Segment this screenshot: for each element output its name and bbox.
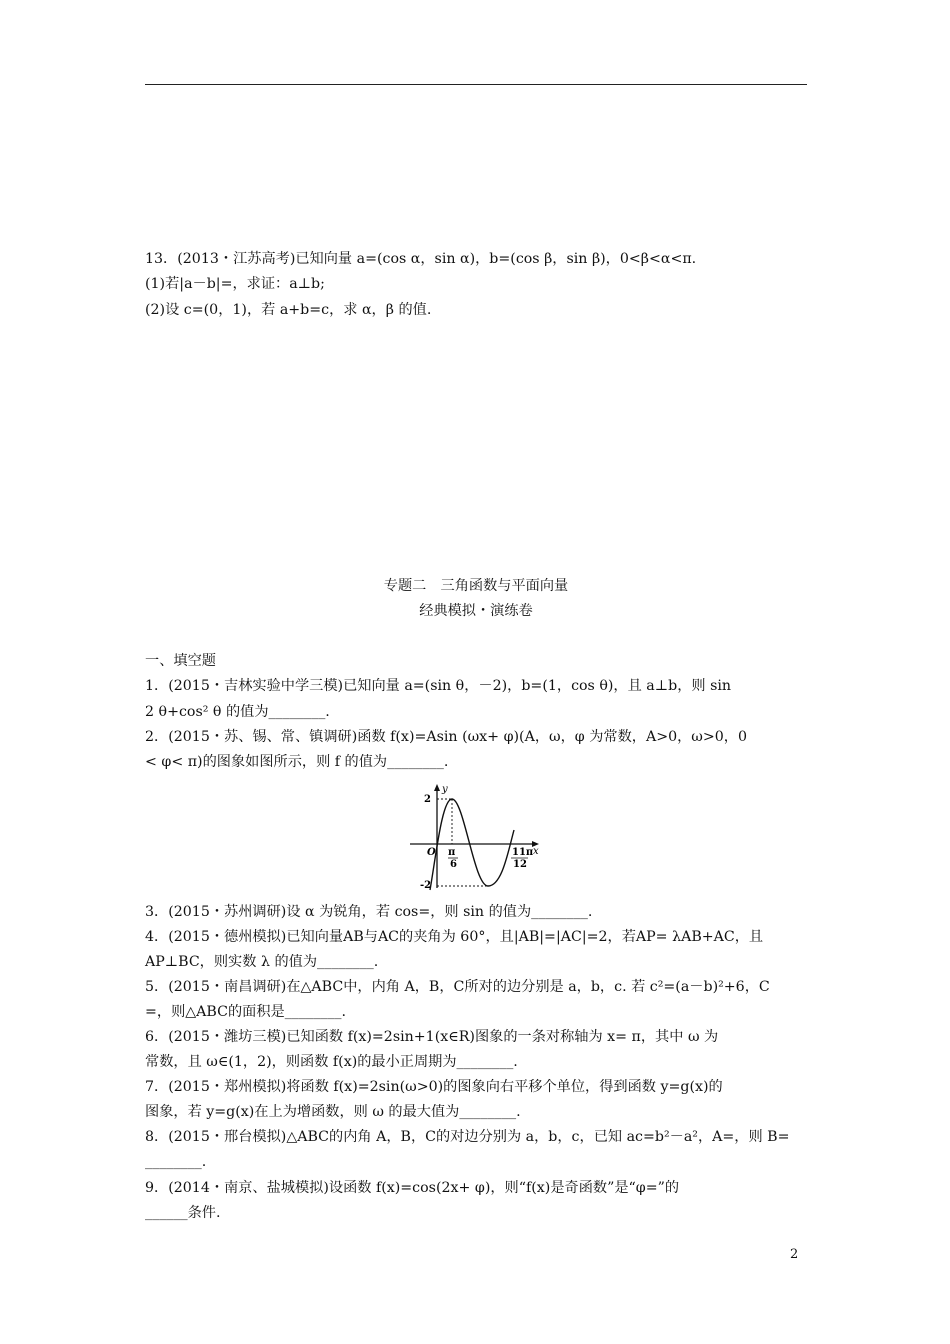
question-line: 2 θ+cos² θ 的值为________.: [145, 704, 330, 720]
question-line: 8．(2015・邢台模拟)△ABC的内角 A，B，C的对边分别为 a，b，c，已知 ac=b²－a²，A=，则 B=: [145, 1129, 790, 1145]
question-line: 常数，且 ω∈(1，2)，则函数 f(x)的最小正周期为________.: [145, 1054, 518, 1070]
section-title: 专题二 三角函数与平面向量: [383, 578, 569, 594]
section-subtitle: 经典模拟・演练卷: [419, 603, 533, 619]
tick-pi-6-numerator: π: [448, 847, 456, 858]
header-rule: [145, 84, 807, 85]
question-line: 9．(2014・南京、盐城模拟)设函数 f(x)=cos(2x+ φ)，则“f(x)是奇函数”是“φ=”的: [145, 1180, 680, 1196]
question-line: 5．(2015・南昌调研)在△ABC中，内角 A，B，C所对的边分别是 a，b，c. 若 c²=(a－b)²+6，C: [145, 979, 770, 995]
question-line: =，则△ABC的面积是________.: [145, 1004, 346, 1020]
x-axis-label: x: [533, 846, 539, 857]
problem-13-line-3: (2)设 c=(0，1)，若 a+b=c，求 α，β 的值.: [145, 302, 432, 318]
y-axis-arrow: [434, 784, 440, 791]
y-min-label: -2: [420, 880, 432, 891]
tick-11pi-12-numerator: 11π: [512, 847, 534, 858]
problem-13-line-2: (1)若|a－b|=，求证：a⊥b;: [145, 276, 325, 292]
problem-13-line-1: 13．(2013・江苏高考)已知向量 a=(cos α，sin α)，b=(cos β，sin β)，0<β<α<π.: [145, 251, 697, 267]
question-line: 6．(2015・潍坊三模)已知函数 f(x)=2sin+1(x∈R)图象的一条对称轴为 x= π，其中 ω 为: [145, 1029, 719, 1045]
question-line: < φ< π)的图象如图所示，则 f 的值为________.: [145, 754, 449, 770]
tick-pi-6-denominator: 6: [450, 859, 457, 870]
y-max-label: 2: [424, 794, 431, 805]
question-line: 4．(2015・德州模拟)已知向量AB与AC的夹角为 60°，且|AB|=|AC|=2，若AP= λAB+AC，且: [145, 929, 764, 945]
question-line: 1．(2015・吉林实验中学三模)已知向量 a=(sin θ，－2)，b=(1，cos θ)，且 a⊥b，则 sin: [145, 678, 732, 694]
sine-graph-figure: [408, 782, 543, 892]
page-number: 2: [790, 1247, 799, 1262]
origin-label: O: [427, 847, 436, 858]
question-line: ______条件.: [145, 1205, 221, 1221]
tick-11pi-12-denominator: 12: [513, 859, 527, 870]
question-line: 2．(2015・苏、锡、常、镇调研)函数 f(x)=Asin (ωx+ φ)(A，ω，φ 为常数，A>0，ω>0，0: [145, 729, 748, 745]
question-line: 3．(2015・苏州调研)设 α 为锐角，若 cos=，则 sin 的值为________.: [145, 904, 593, 920]
question-line: 图象，若 y=g(x)在上为增函数，则 ω 的最大值为________.: [145, 1104, 521, 1120]
question-line: ________.: [145, 1154, 207, 1170]
question-line: 7．(2015・郑州模拟)将函数 f(x)=2sin(ω>0)的图象向右平移个单位，得到函数 y=g(x)的: [145, 1079, 723, 1095]
y-axis-label: y: [442, 784, 448, 795]
part-heading: 一、填空题: [145, 653, 216, 669]
question-line: AP⊥BC，则实数 λ 的值为________.: [145, 954, 379, 970]
